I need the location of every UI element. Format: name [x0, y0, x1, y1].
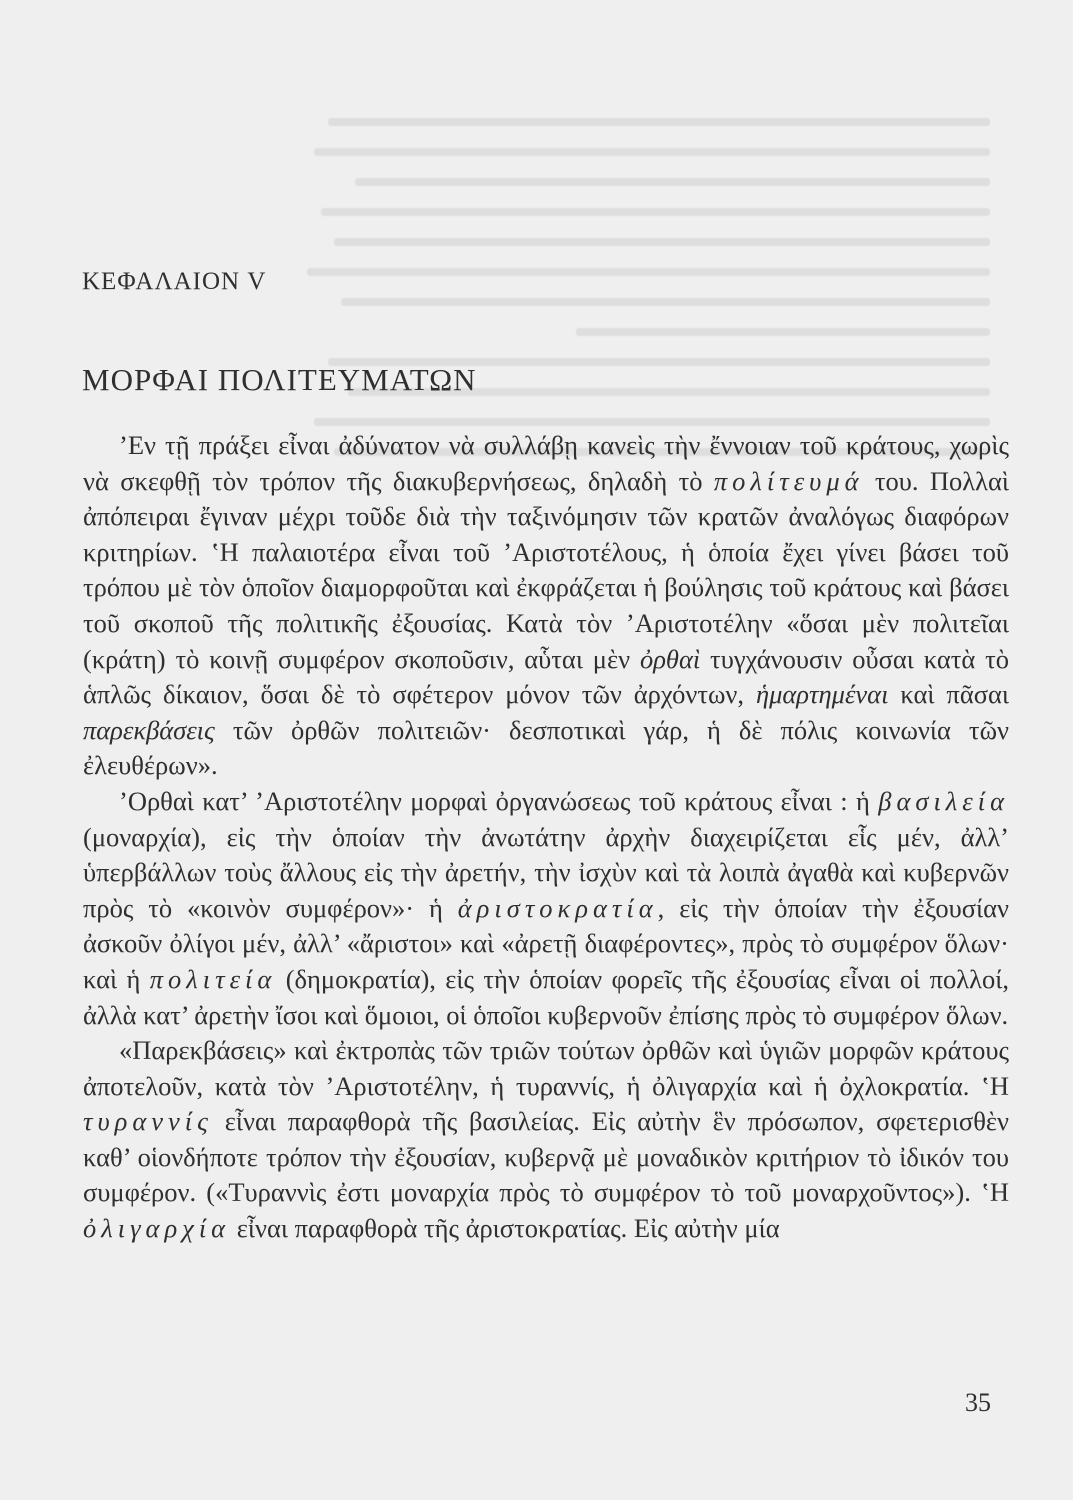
spaced-term-tyrannis: τυραννίς: [83, 1106, 213, 1137]
spaced-term-politeuma: πολίτευμά: [713, 465, 864, 496]
spaced-term-vasileia: βασιλεία: [878, 785, 1009, 816]
chapter-title: ΜΟΡΦΑΙ ΠΟΛΙΤΕΥΜΑΤΩΝ: [82, 362, 477, 397]
reverse-side-bleed-through: [300, 118, 990, 478]
paragraph-2: ’Ορθαὶ κατ’ ’Αριστοτέλην μορφαὶ ὀργανώσεως τοῦ κράτους εἶναι : ἡ βασιλεία (μοναρχία), εἰς τὴν ὁποίαν τὴν ἀνωτάτην ἀρχὴν διαχειρίζεται εἷς μέν, ἀλλ’ ὑπερβάλλων τοὺς ἄλλους εἰς τὴν ἀρετήν, τὴν ἰσχὺν καὶ τὰ λοιπὰ ἀγαθὰ καὶ κυβερνῶν πρὸς τὸ «κοινὸν συμφέρον»· ἡ ἀριστοκρατία, εἰς τὴν ὁποίαν τὴν ἐξουσίαν ἀσκοῦν ὀλίγοι μέν, ἀλλ’ «ἄριστοι» καὶ «ἀρετῇ διαφέροντες», πρὸς τὸ συμφέρον ὅλων· καὶ ἡ πολιτεία (δημοκρατία), εἰς τὴν ὁποίαν φορεῖς τῆς ἐξουσίας εἶναι οἱ πολλοί, ἀλλὰ κατ’ ἀρετὴν ἴσοι καὶ ὅμοιοι, οἱ ὁποῖοι κυβερνοῦν ἐπίσης πρὸς τὸ συμφέρον ὅλων.: [83, 785, 1009, 1030]
body-text: [83, 428, 1009, 1247]
paragraph-1: ’Εν τῇ πράξει εἶναι ἀδύνατον νὰ συλλάβῃ κανεὶς τὴν ἔννοιαν τοῦ κράτους, χωρὶς νὰ σκεφθῇ τὸν τρόπον τῆς διακυβερνήσεως, δηλαδὴ τὸ πολίτευμά του. Πολλαὶ ἀπόπειραι ἔγιναν μέχρι τοῦδε διὰ τὴν ταξινόμησιν τῶν κρατῶν ἀναλόγως διαφόρων κριτηρίων. ‛Η παλαιοτέρα εἶναι τοῦ ’Αριστοτέλους, ἡ ὁποία ἔχει γίνει βάσει τοῦ τρόπου μὲ τὸν ὁποῖον διαμορφοῦται καὶ ἐκφράζεται ἡ βούλησις τοῦ κράτους καὶ βάσει τοῦ σκοποῦ τῆς πολιτικῆς ἐξουσίας. Κατὰ τὸν ’Αριστοτέλην «ὅσαι μὲν πολιτεῖαι (κράτη) τὸ κοινῇ συμφέρον σκοποῦσιν, αὗται μὲν ὀρθαὶ τυγχάνουσιν οὖσαι κατὰ τὸ ἁπλῶς δίκαιον, ὅσαι δὲ τὸ σφέτερον μόνον τῶν ἀρχόντων, ἡμαρτημέναι καὶ πᾶσαι παρεκβάσεις τῶν ὀρθῶν πολιτειῶν· δεσποτικαὶ γάρ, ἡ δὲ πόλις κοινωνία τῶν ἐλευθέρων».: [83, 430, 1009, 781]
chapter-heading: ΚΕΦΑΛΑΙΟΝ V: [82, 268, 267, 295]
paragraph-3: «Παρεκβάσεις» καὶ ἐκτροπὰς τῶν τριῶν τούτων ὀρθῶν καὶ ὑγιῶν μορφῶν κράτους ἀποτελοῦν, κατὰ τὸν ’Αριστοτέλην, ἡ τυραννίς, ἡ ὀλιγαρχία καὶ ἡ ὀχλοκρατία. ‛Η τυραννίς εἶναι παραφθορὰ τῆς βασιλείας. Εἰς αὐτὴν ἓν πρόσωπον, σφετερισθὲν καθ’ οἱονδήποτε τρόπον τὴν ἐξουσίαν, κυβερνᾷ μὲ μοναδικὸν κριτήριον τὸ ἰδικόν του συμφέρον. («Τυραννὶς ἐστι μοναρχία πρὸς τὸ συμφέρον τὸ τοῦ μοναρχοῦντος»). ‛Η ὀλιγαρχία εἶναι παραφθορὰ τῆς ἀριστοκρατίας. Εἰς αὐτὴν μία: [83, 1035, 1009, 1244]
page-number: 35: [965, 1388, 991, 1417]
spaced-term-oligarchia: ὀλιγαρχία: [83, 1213, 231, 1244]
italic-term-parekvaseis: παρεκβάσεις: [83, 714, 215, 745]
spaced-term-aristokratia: ἀριστοκρατία: [457, 892, 658, 923]
italic-term-imartimenai: ἡμαρτημέναι: [755, 679, 889, 710]
italic-term-orthai: ὀρθαὶ: [639, 643, 701, 674]
spaced-term-politeia: πολιτεία: [149, 963, 277, 994]
